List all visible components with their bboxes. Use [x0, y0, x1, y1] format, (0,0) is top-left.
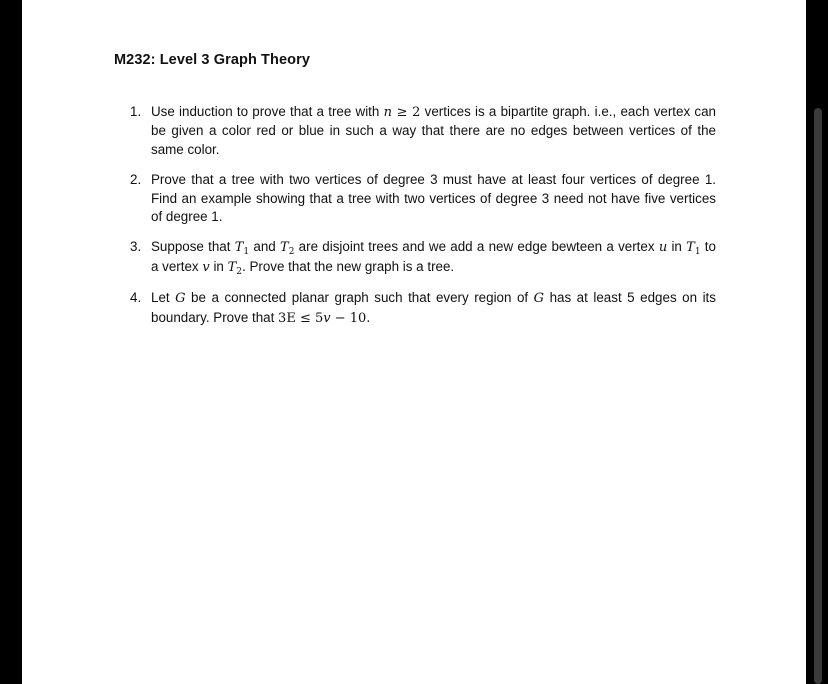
math-v: v	[202, 259, 210, 275]
problem-3	[130, 238, 716, 277]
math-leq-5: ≤ 5	[295, 310, 324, 326]
document-page	[22, 0, 806, 684]
problem-list	[130, 103, 716, 340]
problem-text: and	[249, 239, 281, 255]
problem-text: Suppose that	[151, 239, 235, 255]
math-v: v	[323, 310, 331, 326]
problem-number: 1.	[130, 104, 142, 119]
math-geq-2: ≥ 2	[391, 105, 421, 120]
problem-number: 2.	[130, 172, 142, 188]
document-title: M232: Level 3 Graph Theory	[114, 52, 310, 68]
problem-text: Use induction to prove that a tree with	[151, 104, 384, 119]
math-g: G	[533, 291, 545, 307]
problem-text: vertices is a bipartite graph. i.e., each vertex can be given a color red or blue in such a way that there are no edges between vertices of the same color.	[151, 104, 716, 157]
vertical-scrollbar[interactable]	[814, 108, 822, 684]
math-minus-10: − 10.	[330, 310, 371, 326]
problem-text: Let	[151, 290, 176, 306]
math-t1: $T_1$	[686, 240, 701, 258]
math-t2: $T_2$	[227, 259, 242, 277]
problem-text: are disjoint trees and we add a new edge bewteen a vertex	[294, 239, 659, 255]
math-3e: 3E	[278, 310, 296, 326]
problem-4	[130, 289, 716, 328]
problem-text: . Prove that the new graph is a tree.	[242, 258, 455, 274]
math-n: n	[383, 105, 392, 120]
problem-number: 4.	[130, 290, 142, 306]
problem-text: in	[667, 239, 687, 255]
problem-number: 3.	[130, 239, 142, 255]
problem-1	[130, 103, 716, 159]
problem-text: to a vertex	[151, 239, 716, 274]
math-t2: $T_2$	[280, 240, 295, 258]
problem-2	[130, 171, 716, 226]
problem-text: in	[209, 258, 228, 274]
problem-text: be a connected planar graph such that every region of	[185, 290, 534, 306]
math-u: u	[658, 240, 668, 256]
math-g: G	[175, 291, 186, 307]
problem-text: has at least 5 edges on its boundary. Prove that	[151, 290, 716, 325]
math-t1: $T_1$	[234, 240, 250, 258]
problem-text: Prove that a tree with two vertices of degree 3 must have at least four vertices of degree 1. Find an example showing that a tree with two vertices of degree 3 need not have five vertices of degree 1.	[151, 172, 716, 225]
